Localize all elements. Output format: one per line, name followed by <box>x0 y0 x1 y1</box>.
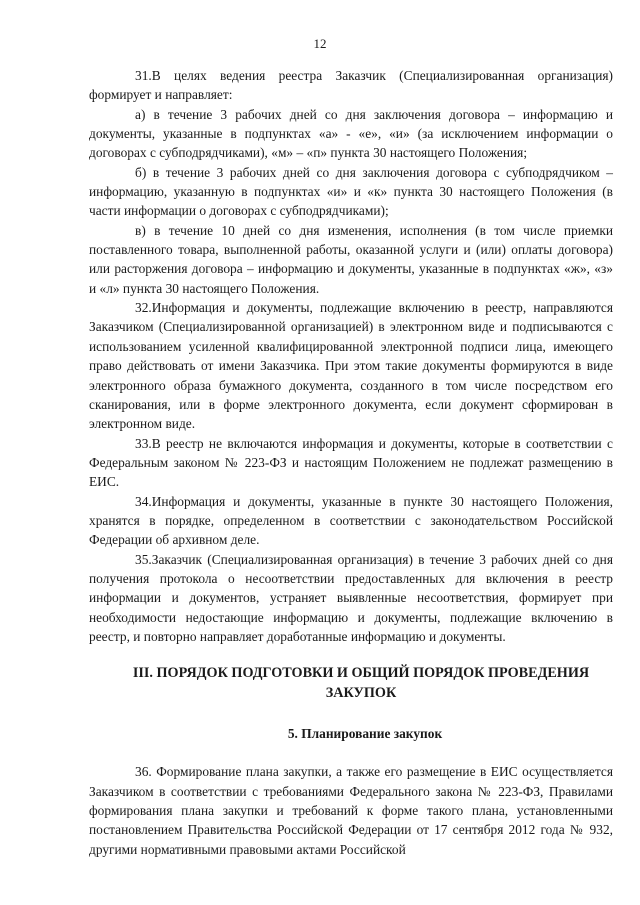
paragraph-33: 33.В реестр не включаются информация и документы, которые в соответствии с Федеральным законом № 223-ФЗ и настоящим Положением не подлежат размещению в ЕИС. <box>89 435 613 490</box>
paragraph-35: 35.Заказчик (Специализированная организация) в течение 3 рабочих дней со дня получения протокола о несоответствии предоставленных для включения в реестр информации и документов, устраняет выявленные несоответствия, формирует при необходимости недостающие информацию и документы, подлежащие включению в реестр, и повторно направляет доработанные информацию и документы. <box>89 551 613 644</box>
paragraph-36: 36. Формирование плана закупки, а также его размещение в ЕИС осуществляется Заказчиком в соответствии с требованиями Федерального закона № 223-ФЗ, Правилами формирования плана закупки и требований к форме такого плана, установленными постановлением Правительства Российской Федерации от 17 сентября 2012 года № 932, другими нормативными правовыми актами Российской <box>89 764 613 857</box>
paragraph-34: 34.Информация и документы, указанные в пункте 30 настоящего Положения, хранятся в порядке, определенном в соответствии с законодательством Российской Федерации об архивном деле. <box>89 493 613 548</box>
paragraph-31: 31.В целях ведения реестра Заказчик (Специализированная организация) формирует и направляет: <box>89 68 613 103</box>
paragraph-31-c: в) в течение 10 дней со дня изменения, исполнения (в том числе приемки поставленного товара, выполненной работы, оказанной услуги и (или) оплаты договора) или расторжения договора – информацию и документы, указанные в подпунктах «ж», «з» и «л» пункта 30 настоящего Положения. <box>89 222 613 296</box>
paragraph-31-b: б) в течение 3 рабочих дней со дня заключения договора с субподрядчиком – информацию, указанную в подпунктах «и» и «к» пункта 30 настоящего Положения (в части информации о договорах с субподрядчиками); <box>89 164 613 219</box>
document-body <box>89 66 613 859</box>
subsection-heading: 5. Планирование закупок <box>287 726 443 742</box>
page-number: 12 <box>313 36 327 51</box>
section-heading: III. ПОРЯДОК ПОДГОТОВКИ И ОБЩИЙ ПОРЯДОК ПРОВЕДЕНИЯ ЗАКУПОК <box>132 665 590 702</box>
paragraph-32: 32.Информация и документы, подлежащие включению в реестр, направляются Заказчиком (Специализированной организацией) в электронном виде и подписываются с использованием усиленной квалифицированной электронной подписи лица, имеющего право действовать от имени Заказчика. При этом такие документы формируются в виде электронного образа бумажного документа, созданного в том числе посредством его сканирования, или в форме электронного документа, если документ сформирован в электронном виде. <box>89 300 613 432</box>
paragraph-31-a: а) в течение 3 рабочих дней со дня заключения договора – информацию и документы, указанные в подпунктах «а» - «е», «и» (за исключением информации о договорах с субподрядчиками), «м» – «п» пункта 30 настоящего Положения; <box>89 106 613 161</box>
